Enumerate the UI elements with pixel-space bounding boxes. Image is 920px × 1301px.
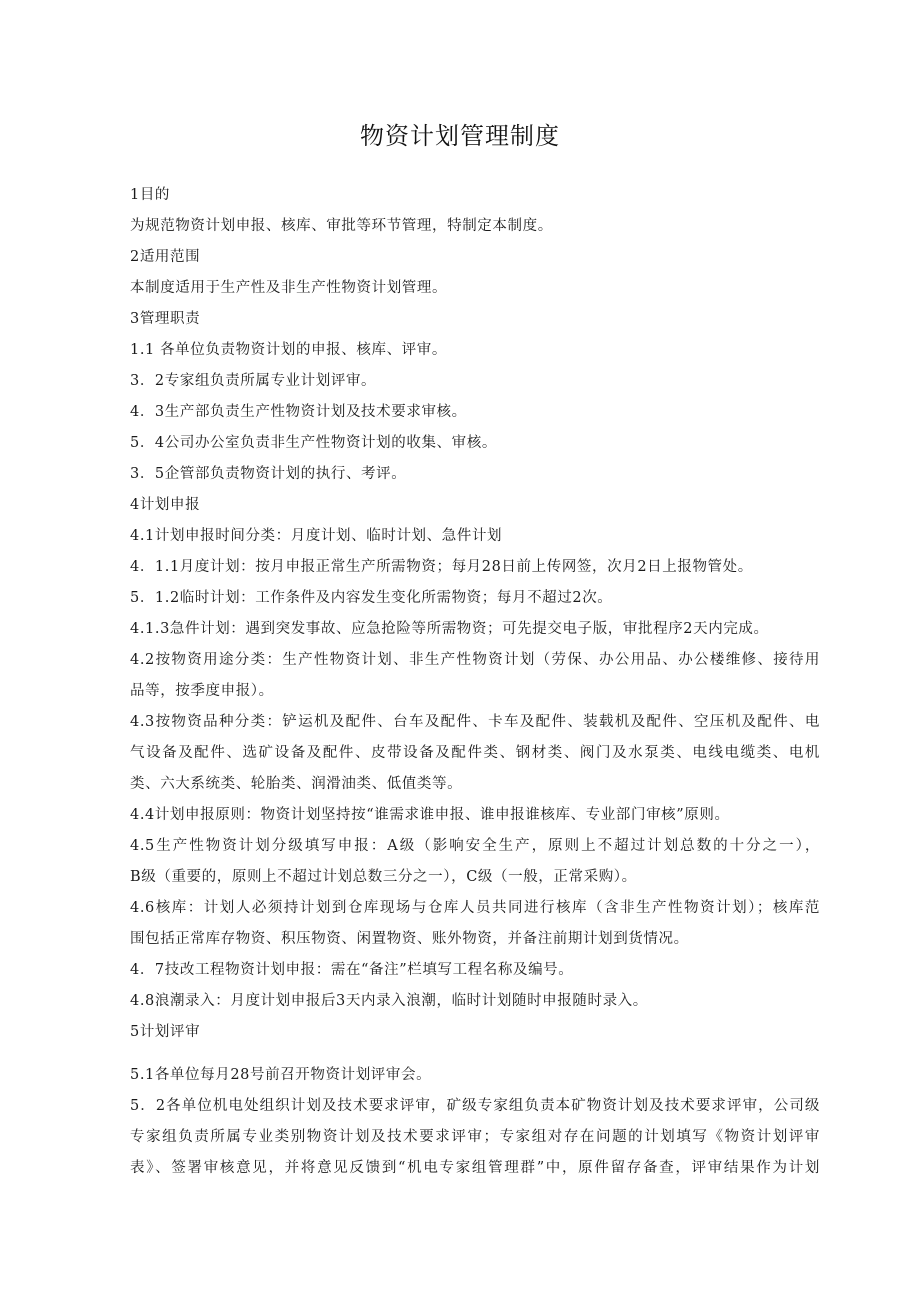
clause-line: 1.1 各单位负责物资计划的申报、核库、评审。 <box>130 342 447 358</box>
spacer <box>130 1048 820 1060</box>
clause-line: 4．3生产部负责生产性物资计划及技术要求审核。 <box>130 404 467 420</box>
clause-line-continued: 类、六大系统类、轮胎类、润滑油类、低值类等。 <box>130 776 463 792</box>
clause-line-continued: 专家组负责所属专业类别物资计划及技术要求评审；专家组对存在问题的计划填写《物资计划评审 <box>130 1129 820 1145</box>
section-heading: 2适用范围 <box>130 249 201 265</box>
clause-line: 5．1.2临时计划：工作条件及内容发生变化所需物资；每月不超过2次。 <box>130 590 613 606</box>
paragraph-line: 本制度适用于生产性及非生产性物资计划管理。 <box>130 280 448 296</box>
section-heading: 1目的 <box>130 187 171 203</box>
clause-line: 4.4计划申报原则：物资计划坚持按“谁需求谁申报、谁申报谁核库、专业部门审核”原则。 <box>130 807 730 823</box>
section-heading: 4计划申报 <box>130 497 201 513</box>
clause-line: 4．7技改工程物资计划申报：需在“备注”栏填写工程名称及编号。 <box>130 962 574 978</box>
clause-line-continued: 表》、签署审核意见，并将意见反馈到“机电专家组管理群”中，原件留存备查，评审结果作为计划 <box>130 1160 820 1176</box>
clause-line: 4.2按物资用途分类：生产性物资计划、非生产性物资计划（劳保、办公用品、办公楼维修、接待用 <box>130 652 820 668</box>
clause-line: 4．1.1月度计划：按月申报正常生产所需物资；每月28日前上传网签，次月2日上报物管处。 <box>130 559 753 575</box>
section-heading: 3管理职责 <box>130 311 201 327</box>
clause-line: 4.1.3急件计划：遇到突发事故、应急抢险等所需物资；可先提交电子版，审批程序2天内完成。 <box>130 621 769 637</box>
clause-line: 5.1各单位每月28号前召开物资计划评审会。 <box>130 1067 432 1083</box>
clause-line-continued: 围包括正常库存物资、积压物资、闲置物资、账外物资，并备注前期计划到货情况。 <box>130 931 689 947</box>
clause-line: 4.8浪潮录入：月度计划申报后3天内录入浪潮，临时计划随时申报随时录入。 <box>130 993 648 1009</box>
clause-line-continued: 品等，按季度申报）。 <box>130 683 274 699</box>
section-heading: 5计划评审 <box>130 1024 201 1040</box>
document-body <box>130 180 820 1184</box>
clause-line-continued: B级（重要的，原则上不超过计划总数三分之一），C级（一般，正常采购）。 <box>130 869 637 885</box>
clause-line: 3．5企管部负责物资计划的执行、考评。 <box>130 466 407 482</box>
clause-line: 3．2专家组负责所属专业计划评审。 <box>130 373 377 389</box>
paragraph-line: 为规范物资计划申报、核库、审批等环节管理，特制定本制度。 <box>130 218 553 234</box>
clause-line: 4.3按物资品种分类：铲运机及配件、台车及配件、卡车及配件、装载机及配件、空压机及配件、电 <box>130 714 820 730</box>
clause-line: 4.1计划申报时间分类：月度计划、临时计划、急件计划 <box>130 528 503 544</box>
clause-line: 5．2各单位机电处组织计划及技术要求评审，矿级专家组负责本矿物资计划及技术要求评审，公司级 <box>130 1098 820 1114</box>
clause-line-continued: 气设备及配件、选矿设备及配件、皮带设备及配件类、钢材类、阀门及水泵类、电线电缆类、电机 <box>130 745 820 761</box>
document-title: 物资计划管理制度 <box>360 122 560 150</box>
clause-line: 4.5生产性物资计划分级填写申报：A级（影响安全生产，原则上不超过计划总数的十分之一）， <box>130 838 820 854</box>
clause-line: 5．4公司办公室负责非生产性物资计划的收集、审核。 <box>130 435 497 451</box>
clause-line: 4.6核库：计划人必须持计划到仓库现场与仓库人员共同进行核库（含非生产性物资计划）；核库范 <box>130 900 820 916</box>
